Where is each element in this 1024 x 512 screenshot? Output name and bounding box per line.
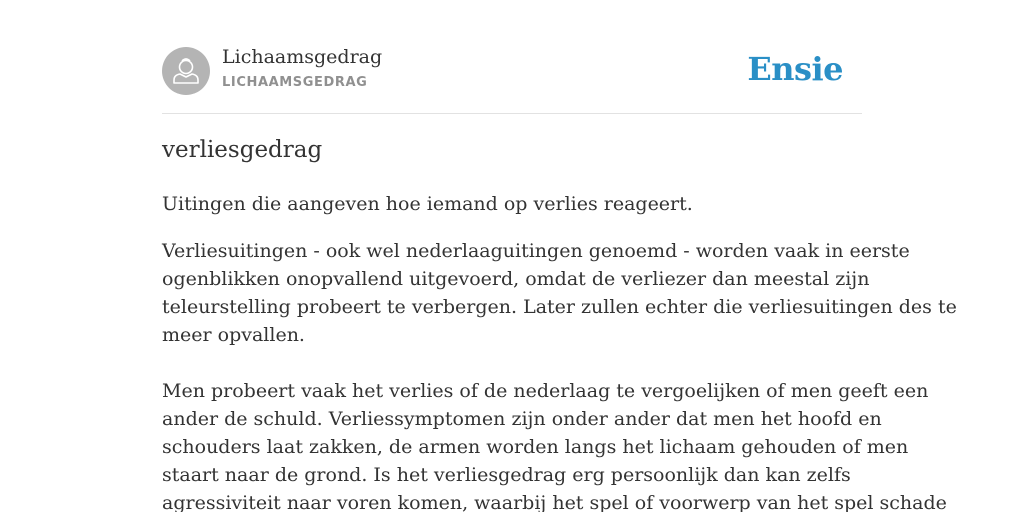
article-definition: Uitingen die aangeven hoe iemand op verlies reageert. <box>162 193 693 215</box>
body-line: teleurstelling probeert te verbergen. Later zullen echter die verliesuitingen des te <box>162 296 957 318</box>
article-body <box>162 237 957 512</box>
body-line: Men probeert vaak het verlies of de nederlaag te vergoelijken of men geeft een <box>162 380 929 402</box>
author-name[interactable]: Lichaamsgedrag <box>222 46 383 68</box>
ensie-logo[interactable]: Ensie <box>747 50 843 88</box>
body-line: Verliesuitingen - ook wel nederlaaguitingen genoemd - worden vaak in eerste <box>162 240 910 262</box>
body-line: agressiviteit naar voren komen, waarbij het spel of voorwerp van het spel schade <box>162 492 947 512</box>
author-category[interactable]: LICHAAMSGEDRAG <box>222 75 368 90</box>
header <box>162 0 862 114</box>
article-title: verliesgedrag <box>162 137 323 163</box>
body-line: schouders laat zakken, de armen worden langs het lichaam gehouden of men <box>162 436 909 458</box>
paragraph-break <box>162 349 862 377</box>
body-line: ogenblikken onopvallend uitgevoerd, omdat de verliezer dan meestal zijn <box>162 268 870 290</box>
body-line: meer opvallen. <box>162 324 305 346</box>
body-line: ander de schuld. Verliessymptomen zijn onder ander dat men het hoofd en <box>162 408 882 430</box>
page <box>162 0 957 512</box>
body-line: staart naar de grond. Is het verliesgedrag erg persoonlijk dan kan zelfs <box>162 464 851 486</box>
user-avatar-icon <box>162 47 210 95</box>
author-avatar[interactable] <box>162 47 210 95</box>
